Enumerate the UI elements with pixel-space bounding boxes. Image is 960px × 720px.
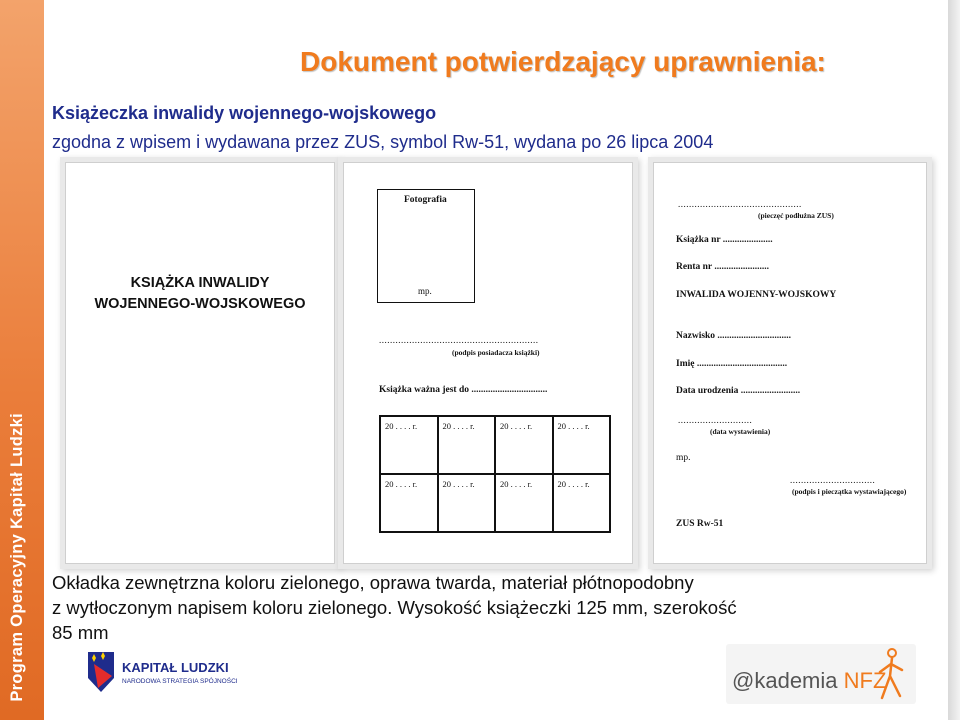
validity-cell: 20 . . . . r. [380,416,438,474]
validity-cell: 20 . . . . r. [495,474,553,532]
first-name-field: Imię ...................................... [676,359,788,369]
issuer-signature-dots: ............................... [790,475,876,485]
cover-line-1: KSIĄŻKA INWALIDY [130,275,270,291]
caption-line-2: z wytłoczonym napisem koloru zielonego. Wysokość książeczki 125 mm, szerokość [52,597,737,618]
document-page-data [653,162,927,564]
side-band [0,0,44,720]
walking-figure-icon [870,646,910,702]
validity-cell: 20 . . . . r. [438,416,496,474]
book-number-field: Książka nr ..................... [676,235,773,245]
zus-stamp-dots: ............................................. [678,199,802,209]
valid-until-field: Książka ważna jest do ................................ [379,385,548,395]
program-name: Program Operacyjny Kapitał Ludzki [8,413,26,702]
validity-grid [379,415,611,533]
akademia-word: kademia [754,668,838,693]
surname-field: Nazwisko ............................... [676,331,792,341]
validity-cell: 20 . . . . r. [380,474,438,532]
right-strip [948,0,960,720]
akademia-nfz-wordmark [732,668,886,694]
zus-stamp-caption: (pieczęć podłużna ZUS) [758,211,834,220]
slide-caption [52,570,948,645]
validity-cell: 20 . . . . r. [553,416,611,474]
caption-line-1: Okładka zewnętrzna koloru zielonego, oprawa twarda, materiał płótnopodobny [52,572,694,593]
issuer-signature-caption: (podpis i pieczątka wystawiającego) [792,487,907,496]
cover-line-2: WOJENNEGO-WOJSKOWEGO [94,296,306,312]
pension-number-field: Renta nr ....................... [676,262,769,272]
slide-title: Dokument potwierdzający uprawnienia: [300,46,826,77]
document-page-cover [65,162,335,564]
stamp-label: mp. [418,286,432,296]
kapital-ludzki-logo [84,648,244,698]
validity-cell: 20 . . . . r. [438,474,496,532]
nfz-word: NFZ [843,668,887,693]
issue-date-caption: (data wystawienia) [710,427,771,436]
signature-dots: .......................................................... [379,335,539,345]
photo-label: Fotografia [404,195,447,205]
page-heading: INWALIDA WOJENNY-WOJSKOWY [676,290,837,300]
stamp-label: mp. [676,453,691,463]
document-page-photo [343,162,633,564]
photo-box [377,189,475,303]
caption-line-3: 85 mm [52,622,109,643]
cover-title [66,273,334,315]
validity-cell: 20 . . . . r. [495,416,553,474]
kapital-ludzki-name: KAPITAŁ LUDZKI [122,660,229,675]
akademia-at-sign: @ [732,668,755,693]
document-description: zgodna z wpisem i wydawana przez ZUS, symbol Rw-51, wydana po 26 lipca 2004 [52,132,714,152]
birth-date-field: Data urodzenia ......................... [676,386,801,396]
issue-date-dots: ........................... [678,415,753,425]
signature-caption: (podpis posiadacza książki) [452,348,540,357]
kapital-ludzki-emblem-icon [84,648,118,696]
document-subtitle: Książeczka inwalidy wojennego-wojskowego [52,103,437,123]
form-symbol: ZUS Rw-51 [676,519,724,529]
validity-cell: 20 . . . . r. [553,474,611,532]
kapital-ludzki-tagline: NARODOWA STRATEGIA SPÓJNOŚCI [122,678,238,685]
akademia-nfz-logo [726,644,916,704]
